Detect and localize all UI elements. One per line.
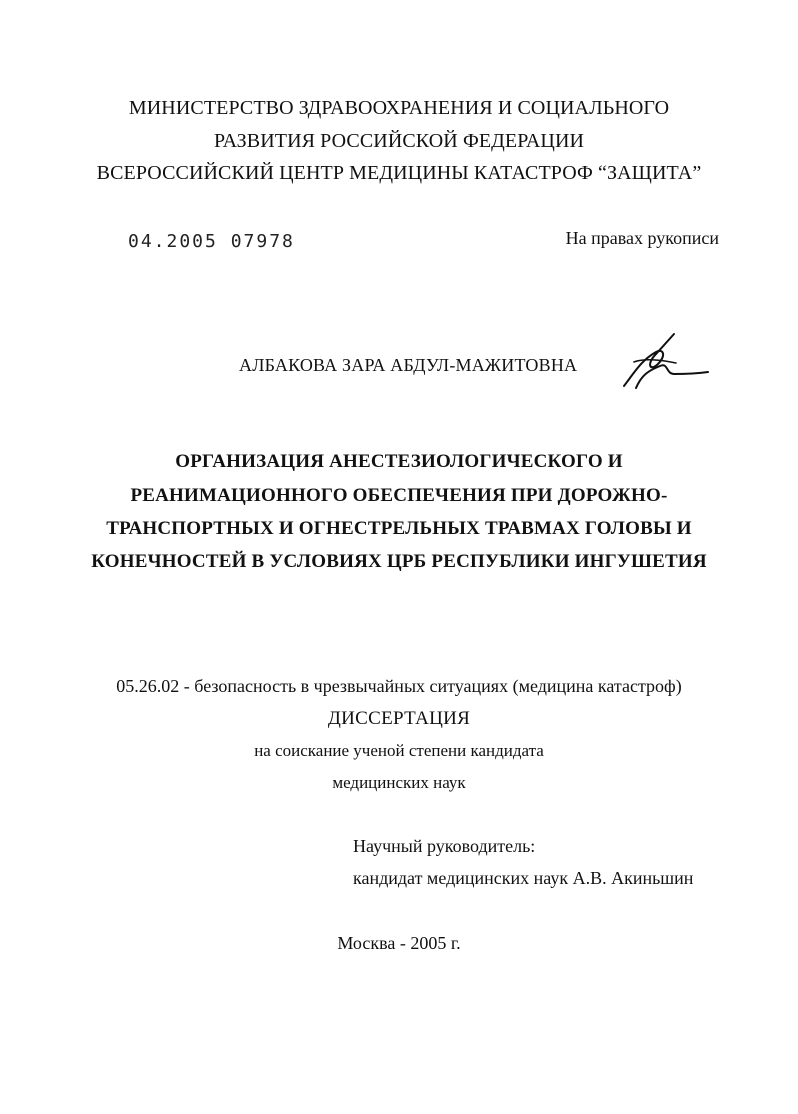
place-and-year: Москва - 2005 г.: [337, 933, 461, 953]
degree-line-1: на соискание ученой степени кандидата: [254, 741, 544, 760]
dissertation-title-line-1: ОРГАНИЗАЦИЯ АНЕСТЕЗИОЛОГИЧЕСКОГО И: [175, 451, 623, 472]
document-type: ДИССЕРТАЦИЯ: [327, 708, 471, 729]
ministry-line-3: ВСЕРОССИЙСКИЙ ЦЕНТР МЕДИЦИНЫ КАТАСТРОФ “ЗАЩИТА”: [96, 162, 702, 184]
dissertation-title-line-2: РЕАНИМАЦИОННОГО ОБЕСПЕЧЕНИЯ ПРИ ДОРОЖНО-: [130, 485, 668, 506]
archive-stamp-number: 04.2005 07978: [128, 231, 295, 252]
supervisor-label: Научный руководитель:: [353, 836, 536, 856]
handwritten-signature-icon: [616, 330, 712, 394]
ministry-line-2: РАЗВИТИЯ РОССИЙСКОЙ ФЕДЕРАЦИИ: [213, 130, 585, 152]
author-name: АЛБАКОВА ЗАРА АБДУЛ-МАЖИТОВНА: [239, 355, 578, 375]
rights-note: На правах рукописи: [565, 228, 719, 248]
degree-line-2: медицинских наук: [332, 773, 466, 792]
dissertation-title-line-3: ТРАНСПОРТНЫХ И ОГНЕСТРЕЛЬНЫХ ТРАВМАХ ГОЛОВЫ И: [106, 518, 692, 539]
supervisor-name: кандидат медицинских наук А.В. Акиньшин: [353, 868, 694, 888]
ministry-line-1: МИНИСТЕРСТВО ЗДРАВООХРАНЕНИЯ И СОЦИАЛЬНОГО: [128, 97, 670, 119]
specialty-code: 05.26.02 - безопасность в чрезвычайных ситуациях (медицина катастроф): [116, 676, 682, 696]
dissertation-title-line-4: КОНЕЧНОСТЕЙ В УСЛОВИЯХ ЦРБ РЕСПУБЛИКИ ИНГУШЕТИЯ: [91, 551, 707, 572]
